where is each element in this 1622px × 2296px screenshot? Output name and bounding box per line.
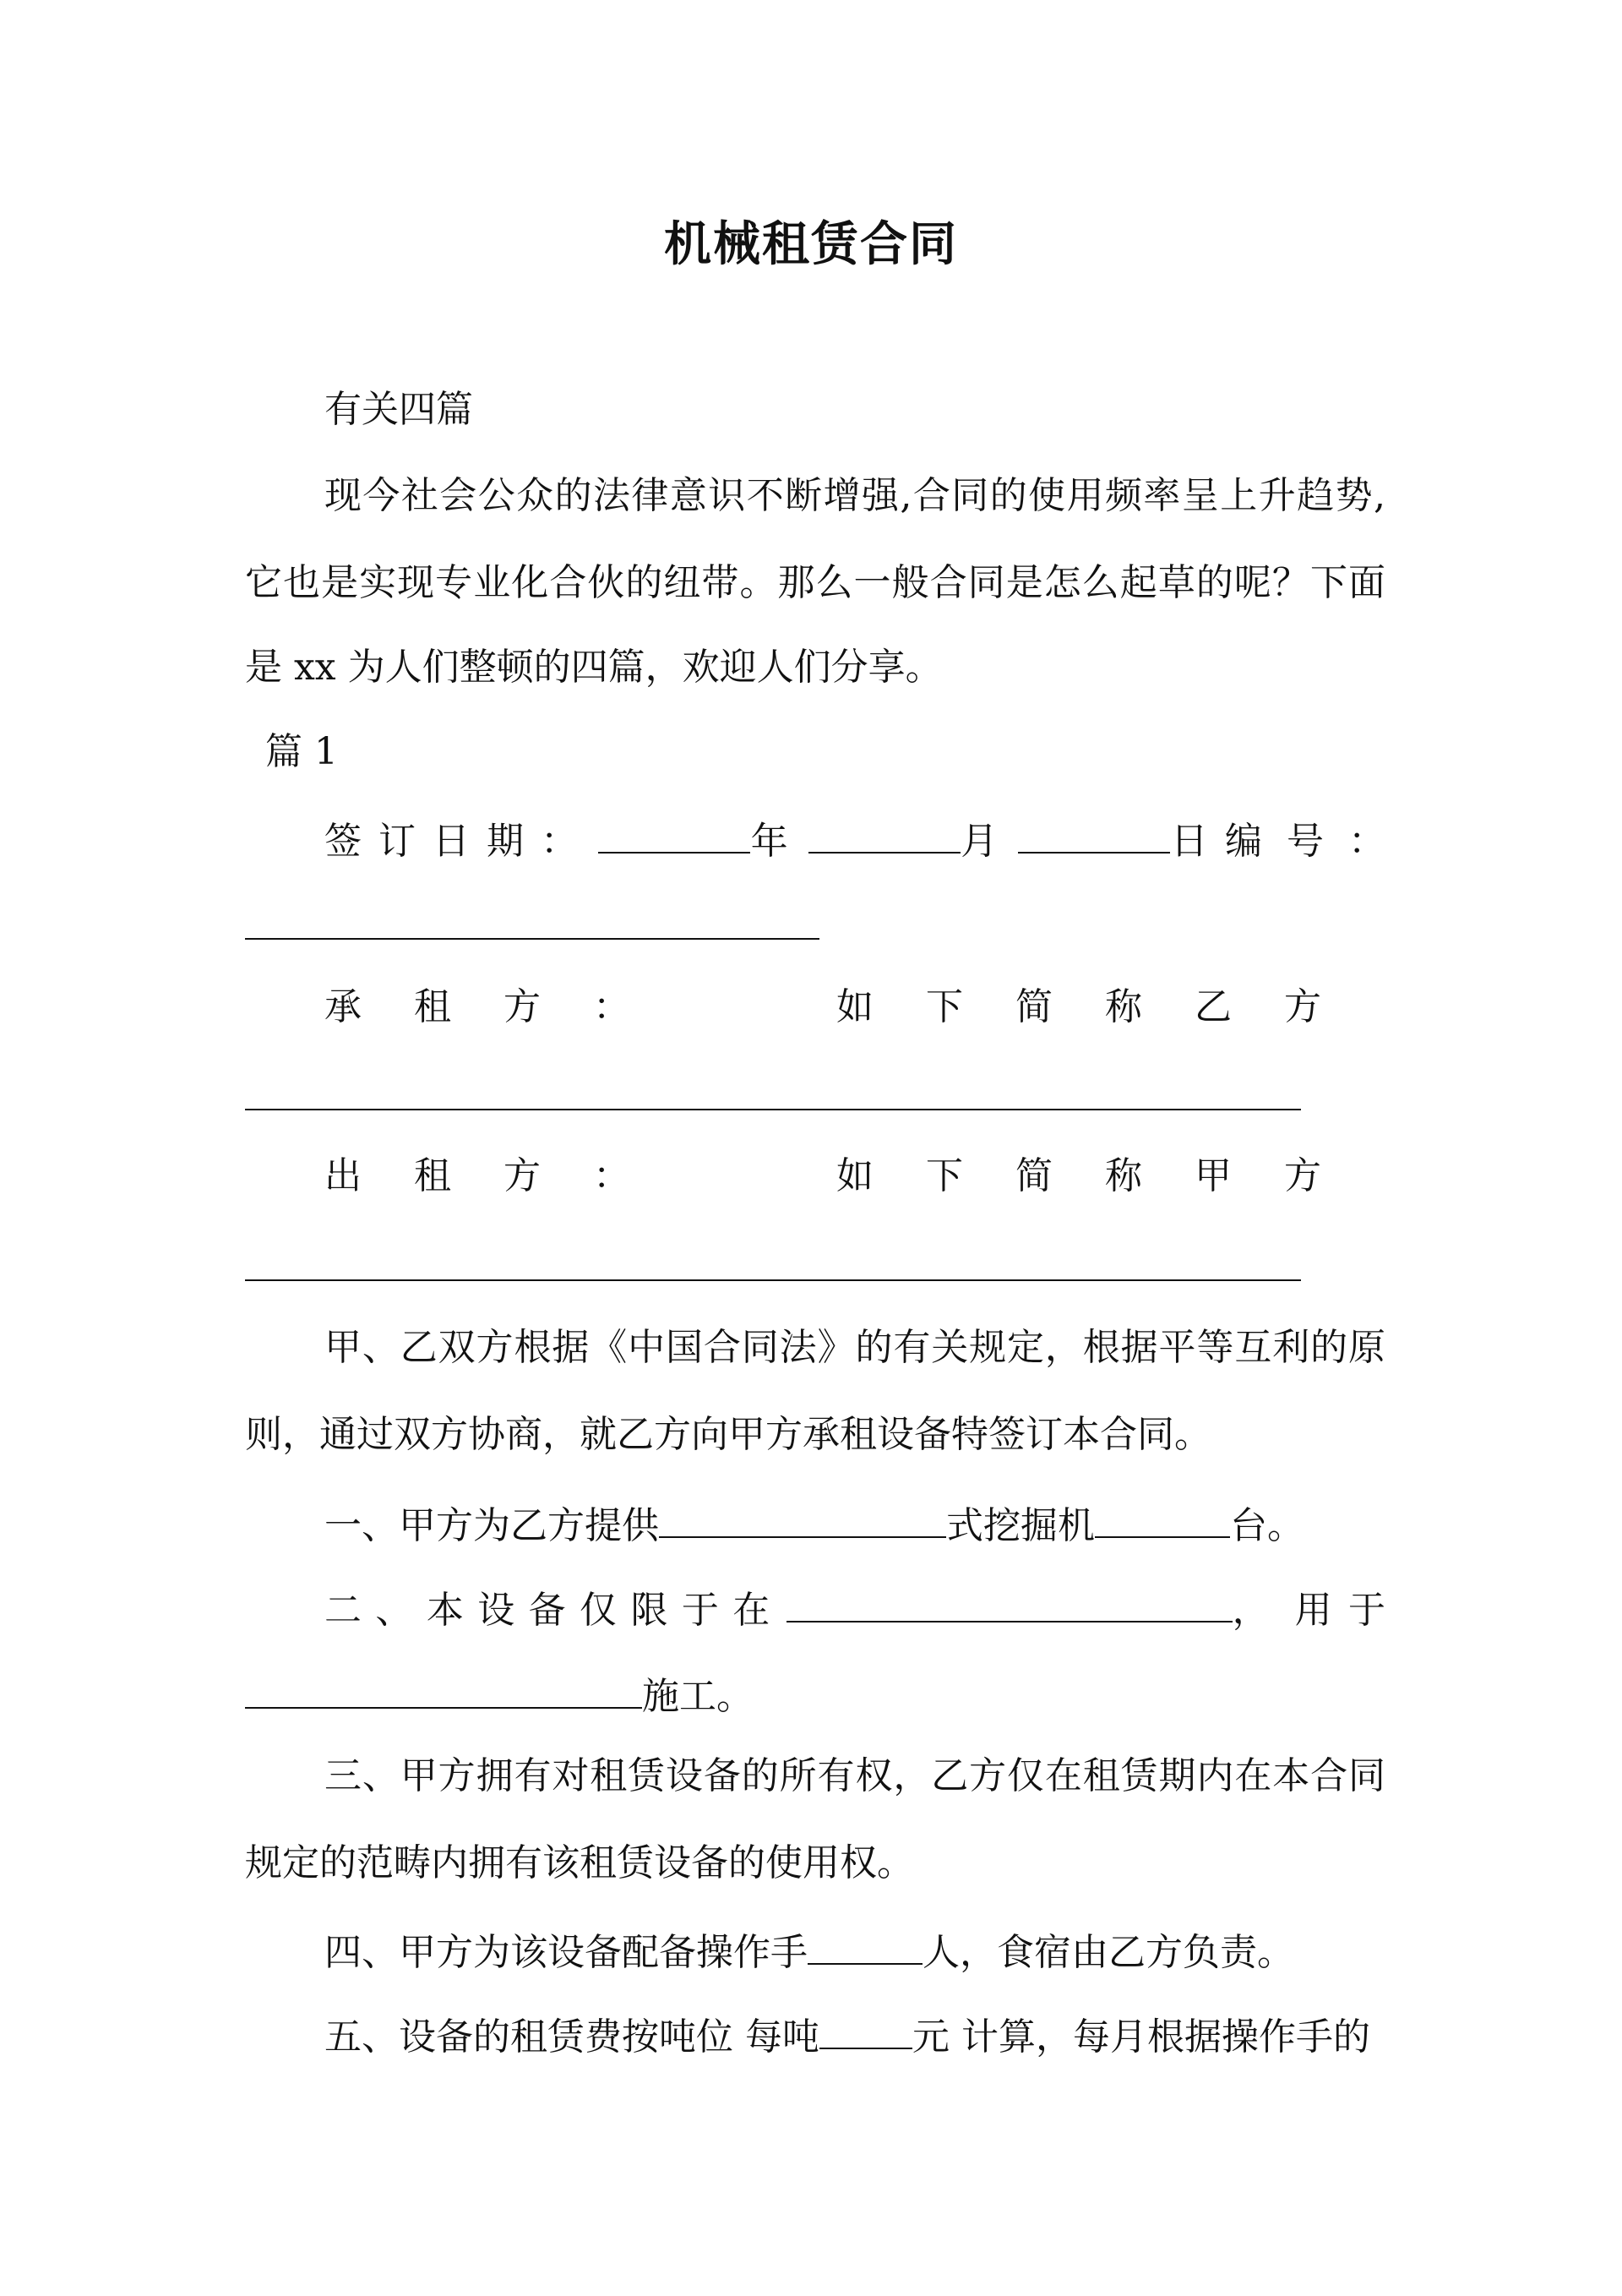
clause-2: 二 、 本 设 备 仅 限 于 在 ， 用 于: [245, 1580, 1385, 1636]
clause-2-continued: [245, 1666, 1385, 1722]
day-label: 日: [1170, 820, 1208, 863]
year-label: 年: [750, 820, 788, 863]
clause-1-suffix: 台。: [1230, 1504, 1304, 1547]
intro-heading: 有关四篇: [324, 388, 473, 431]
lessee-line: 承 租 方 ： 如 下 简 称 乙 方: [324, 985, 1321, 1028]
excavator-type-blank[interactable]: [659, 1496, 946, 1538]
location-blank[interactable]: [787, 1580, 1232, 1622]
basis-paragraph-line-1: 甲、乙双方根据《中国合同法》的有关规定，根据平等互利的原: [324, 1326, 1385, 1369]
intro-paragraph-line-1: 现今社会公众的法律意识不断增强,合同的使用频率呈上升趋势,: [324, 474, 1385, 517]
sign-date-label: 签 订 日 期 ：: [324, 820, 578, 863]
lessor-blank[interactable]: [245, 1279, 1301, 1281]
month-label: 月: [961, 820, 999, 863]
clause-2-prefix: 二 、 本 设 备 仅 限 于 在: [324, 1589, 770, 1632]
clause-3-line-2: 规定的范畴内拥有该租赁设备的使用权。: [245, 1841, 914, 1884]
clause-3-line-1: 三、甲方拥有对租赁设备的所有权，乙方仅在租赁期内在本合同: [324, 1754, 1385, 1797]
clause-1: [245, 1496, 1385, 1552]
sign-date-line: [245, 811, 1385, 867]
clause-5-suffix: 元 计算，每月根据操作手的: [912, 2015, 1370, 2059]
number-label: 编 号 ：: [1224, 820, 1385, 863]
number-blank[interactable]: [245, 938, 819, 940]
clause-2-suffix: 施工。: [642, 1675, 754, 1718]
month-blank[interactable]: [808, 811, 961, 854]
day-blank[interactable]: [1018, 811, 1170, 854]
document-title: 机械租赁合同: [664, 216, 958, 272]
clause-1-mid: 式挖掘机: [946, 1504, 1095, 1547]
construction-purpose-blank[interactable]: [245, 1666, 642, 1709]
section-label: 篇 1: [265, 730, 338, 773]
excavator-count-blank[interactable]: [1095, 1496, 1230, 1538]
clause-4-prefix: 四、甲方为该设备配备操作手: [324, 1931, 808, 1974]
clause-5: [245, 2007, 1385, 2063]
clause-4-suffix: 人，食宿由乙方负责。: [923, 1931, 1294, 1974]
year-blank[interactable]: [598, 811, 750, 854]
clause-4: [245, 1922, 1385, 1978]
intro-paragraph-line-3: 是 xx 为人们整顿的四篇，欢迎人们分享。: [245, 646, 943, 689]
clause-2-use-label: 用 于: [1294, 1589, 1385, 1632]
basis-paragraph-line-2: 则，通过双方协商，就乙方向甲方承租设备特签订本合同。: [245, 1413, 1211, 1456]
operator-count-blank[interactable]: [808, 1922, 923, 1965]
clause-5-prefix: 五、设备的租赁费按吨位 每吨: [324, 2015, 819, 2059]
lessor-line: 出 租 方 ： 如 下 简 称 甲 方: [324, 1154, 1321, 1197]
lessee-blank[interactable]: [245, 1109, 1301, 1110]
clause-1-prefix: 一、甲方为乙方提供: [324, 1504, 659, 1547]
intro-paragraph-line-2: 它也是实现专业化合伙的纽带。那么一般合同是怎么起草的呢？下面: [245, 561, 1385, 604]
price-per-ton-blank[interactable]: [819, 2007, 912, 2049]
